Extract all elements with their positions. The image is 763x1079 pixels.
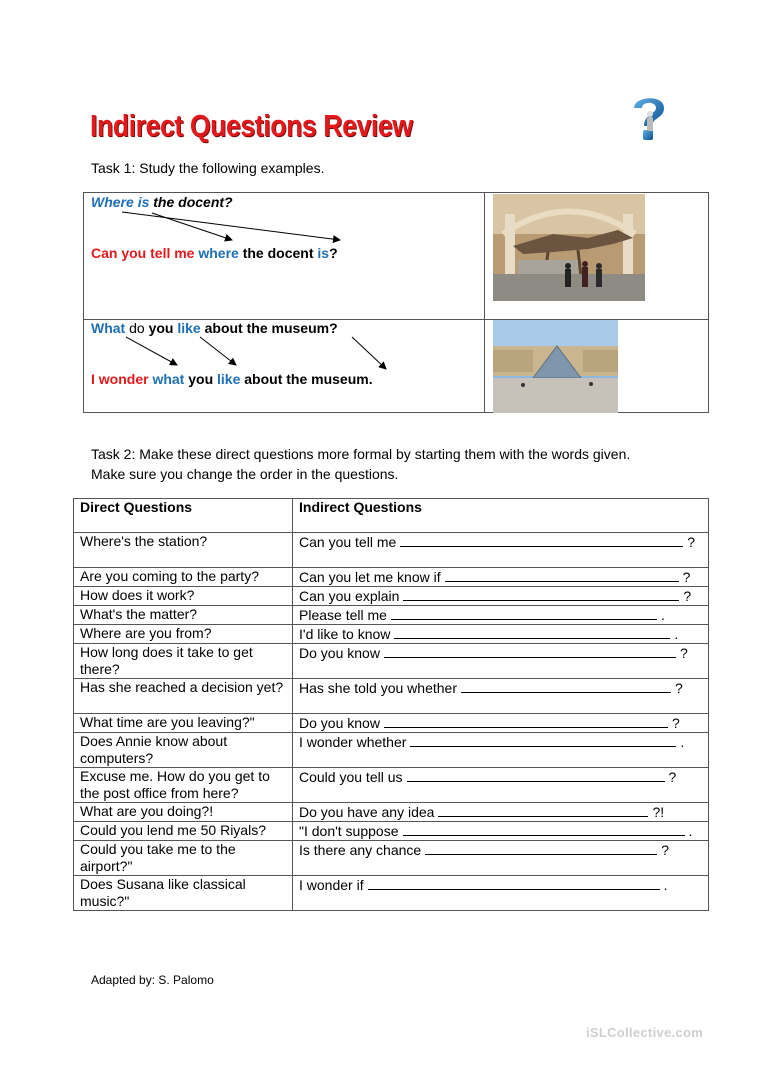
answer-blank[interactable] (400, 533, 683, 547)
question-mark-icon (626, 92, 672, 144)
direct-question: How long does it take to get there? (74, 644, 293, 679)
indirect-starter: Could you tell us (299, 769, 403, 785)
indirect-starter: Can you tell me (299, 534, 397, 550)
direct-question: Are you coming to the party? (74, 568, 293, 587)
table-row (74, 606, 709, 625)
credit-line: Adapted by: S. Palomo (91, 973, 214, 987)
direct-question: What's the matter? (74, 606, 293, 625)
indirect-question (293, 841, 709, 876)
watermark: iSLCollective.com (586, 1025, 704, 1040)
indirect-starter: I wonder if (299, 877, 364, 893)
indirect-question (293, 876, 709, 911)
indirect-starter: Can you let me know if (299, 569, 441, 585)
table-row (74, 587, 709, 606)
answer-blank[interactable] (384, 714, 668, 728)
answer-blank[interactable] (410, 733, 676, 747)
page-title: Indirect Questions Review (90, 108, 413, 143)
indirect-question (293, 803, 709, 822)
answer-blank[interactable] (445, 568, 679, 582)
reordering-arrows (84, 193, 484, 414)
indirect-question (293, 714, 709, 733)
direct-question: Does Susana like classical music?" (74, 876, 293, 911)
header-direct: Direct Questions (74, 499, 293, 533)
ending-punctuation: . (674, 626, 679, 642)
indirect-starter: Please tell me (299, 607, 387, 623)
ending-punctuation: ? (661, 842, 669, 858)
example1-indirect: Can you tell me where the docent is? (91, 245, 338, 261)
table-row (74, 803, 709, 822)
answer-blank[interactable] (394, 625, 670, 639)
direct-question: Could you lend me 50 Riyals? (74, 822, 293, 841)
indirect-question (293, 768, 709, 803)
museum-dinosaur-photo (493, 194, 645, 301)
table-row (74, 714, 709, 733)
indirect-question (293, 606, 709, 625)
ending-punctuation: ? (668, 769, 677, 785)
table-row (74, 822, 709, 841)
answer-blank[interactable] (407, 768, 665, 782)
indirect-starter: Do you know (299, 645, 380, 661)
ending-punctuation: . (660, 607, 665, 623)
example2-direct: What do you like about the museum? (91, 320, 338, 336)
direct-question: Where's the station? (74, 533, 293, 568)
indirect-question (293, 625, 709, 644)
ending-punctuation: ? (671, 715, 680, 731)
table-row (74, 533, 709, 568)
louvre-pyramid-photo (493, 320, 618, 413)
table-row (74, 768, 709, 803)
ending-punctuation: ? (687, 534, 696, 550)
indirect-starter: Do you know (299, 715, 380, 731)
table-row (74, 644, 709, 679)
indirect-question (293, 533, 709, 568)
answer-blank[interactable] (403, 587, 679, 601)
ending-punctuation: . (680, 734, 685, 750)
header-indirect: Indirect Questions (293, 499, 709, 533)
indirect-question (293, 587, 709, 606)
questions-table (73, 498, 709, 911)
example1-direct: Where is the docent? (91, 194, 233, 210)
table-row (74, 733, 709, 768)
ending-punctuation: ?! (652, 804, 665, 820)
direct-question: What time are you leaving?" (74, 714, 293, 733)
direct-question: Could you take me to the airport?" (74, 841, 293, 876)
answer-blank[interactable] (403, 822, 685, 836)
ending-punctuation: ? (682, 569, 691, 585)
example2-indirect: I wonder what you like about the museum. (91, 371, 373, 387)
table-row (74, 568, 709, 587)
table-row (74, 876, 709, 911)
table-row (74, 841, 709, 876)
task2-instruction: Task 2: Make these direct questions more formal by starting them with the words given. Make sure you change the order in the questions. (91, 446, 631, 482)
indirect-starter: Can you explain (299, 588, 400, 604)
answer-blank[interactable] (425, 841, 657, 855)
answer-blank[interactable] (368, 876, 660, 890)
indirect-question (293, 733, 709, 768)
answer-blank[interactable] (461, 679, 671, 693)
indirect-starter: Is there any chance (299, 842, 422, 858)
answer-blank[interactable] (384, 644, 676, 658)
direct-question: What are you doing?! (74, 803, 293, 822)
examples-table (83, 192, 709, 413)
answer-blank[interactable] (391, 606, 657, 620)
indirect-starter: I'd like to know (299, 626, 391, 642)
indirect-question (293, 679, 709, 714)
direct-question: How does it work? (74, 587, 293, 606)
indirect-question (293, 822, 709, 841)
answer-blank[interactable] (438, 803, 648, 817)
indirect-starter: Do you have any idea (299, 804, 435, 820)
direct-question: Where are you from? (74, 625, 293, 644)
ending-punctuation: . (663, 877, 668, 893)
direct-question: Has she reached a decision yet? (74, 679, 293, 714)
table-row (74, 625, 709, 644)
table-row (74, 679, 709, 714)
indirect-starter: I wonder whether (299, 734, 407, 750)
ending-punctuation: ? (683, 588, 692, 604)
indirect-starter: "I don't suppose (299, 823, 399, 839)
task1-instruction: Task 1: Study the following examples. (91, 160, 325, 176)
indirect-question (293, 568, 709, 587)
direct-question: Excuse me. How do you get to the post office from here? (74, 768, 293, 803)
ending-punctuation: . (688, 823, 693, 839)
ending-punctuation: ? (679, 645, 688, 661)
indirect-question (293, 644, 709, 679)
ending-punctuation: ? (674, 680, 683, 696)
direct-question: Does Annie know about computers? (74, 733, 293, 768)
indirect-starter: Has she told you whether (299, 680, 457, 696)
